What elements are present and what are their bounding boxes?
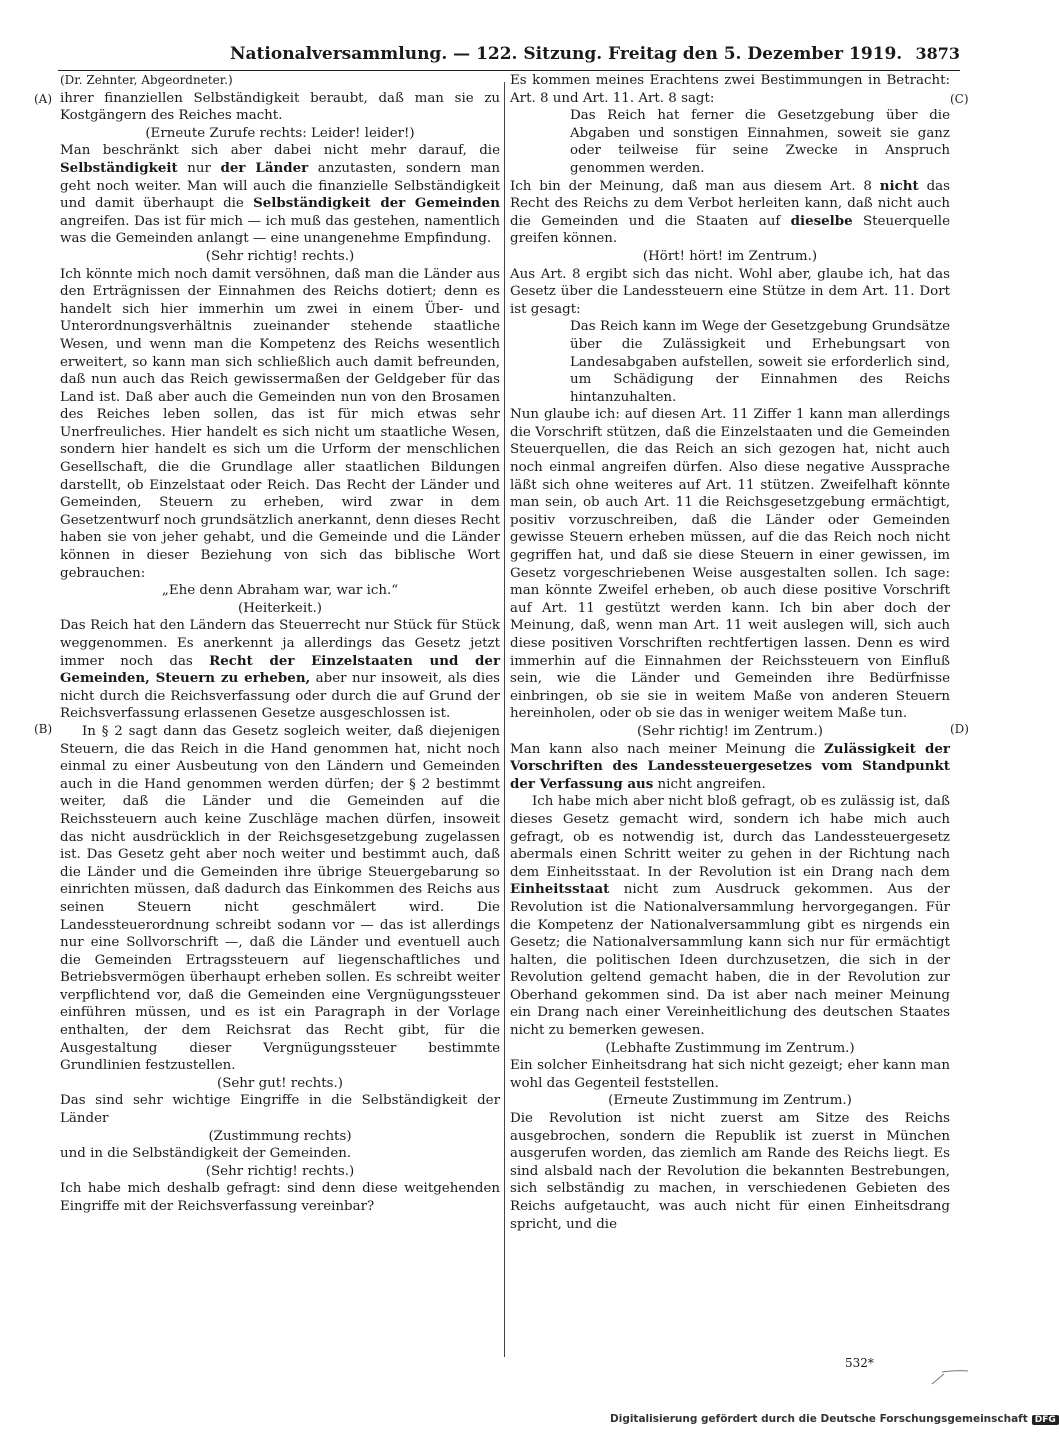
paragraph: und in die Selbständigkeit der Gemeinden.: [60, 1146, 352, 1162]
right-column: [510, 72, 950, 1233]
running-title: Nationalversammlung. — 122. Sitzung. Freitag den 5. Dezember 1919.: [230, 44, 903, 64]
paragraph: Das Reich hat den Ländern das Steuerrecht nur Stück für Stück weggenommen. Es anerkennt ja allerdings das Gesetz jetzt immer noch das Recht der Einzelstaaten und der Gemeinden, Steuern zu erheben, aber nur insoweit, als dies nicht durch die Reichsverfassung oder durch die auf Grund der Reichsverfassung erlassenen Gesetze ausgeschlossen ist.: [60, 618, 500, 722]
paragraph: Man kann also nach meiner Meinung die Zulässigkeit der Vorschriften des Landessteuergesetzes vom Standpunkt der Verfassung aus nicht angreifen.: [510, 740, 950, 792]
interjection: (Sehr richtig! rechts.): [205, 248, 355, 264]
page-header: [40, 44, 960, 68]
interjection: (Erneute Zustimmung im Zentrum.): [608, 1093, 852, 1109]
speaker-note: (Dr. Zehnter, Abgeordneter.): [60, 73, 233, 87]
paragraph: Nun glaube ich: auf diesen Art. 11 Ziffer 1 kann man allerdings die Vorschrift stützen, daß die Einzelstaaten und die Gemeinden Steuerquellen, die das Reich an sich gezogen hat, nicht auch noch einmal angreifen dürfen. Also diese negative Aussprache läßt sich ohne weiteres auf Art. 11 stützen. Zweifelhaft könnte man sein, ob auch Art. 11 die Reichsgesetzgebung ermächtigt, positiv vorzuschreiben, daß die Länder oder Gemeinden gewisse Steuern erheben müssen, auf die das Reich noch nicht gegriffen hat, und daß sie diese Steuern in einer gewissen, im Gesetz vorgeschriebenen Weise ausgestalten sollen. Ich sage: man könnte Zweifel erheben, ob auch diese positive Vorschrift auf Art. 11 gestützt werden kann. Ich bin aber doch der Meinung, daß, wenn man Art. 11 weit auslegen will, sich auch diese positiven Vorschriften rechtfertigen lassen. Denn es wird immerhin auf die Einnahmen der Reichssteuern von Einfluß sein, wie die Länder und Gemeinden ihre Bedürfnisse einbringen, ob sie sie in weitem Maße von anderen Steuern hereinholen, oder ob sie das in weniger weitem Maße tun.: [510, 407, 950, 722]
interjection: (Erneute Zurufe rechts: Leider! leider!): [145, 125, 415, 141]
interjection: (Sehr richtig! im Zentrum.): [637, 723, 823, 739]
paragraph: Aus Art. 8 ergibt sich das nicht. Wohl aber, glaube ich, hat das Gesetz über die Landessteuern eine Stütze in dem Art. 11. Dort ist gesagt:: [510, 266, 950, 317]
paragraph: Man beschränkt sich aber dabei nicht mehr darauf, die Selbständigkeit nur der Länder anzutasten, sondern man geht noch weiter. Man will auch die finanzielle Selbständigkeit und damit überhaupt die Selbständigkeit der Gemeinden angreifen. Das ist für mich — ich muß das gestehen, namentlich was die Gemeinden anlangt — eine unangenehme Empfindung.: [60, 143, 500, 247]
margin-marker-a: (A): [34, 92, 53, 106]
paragraph: Ein solcher Einheitsdrang hat sich nicht gezeigt; eher kann man wohl das Gegenteil feststellen.: [510, 1058, 950, 1091]
margin-marker-d: (D): [950, 722, 969, 736]
quoted-article: Das Reich hat ferner die Gesetzgebung über die Abgaben und sonstigen Einnahmen, soweit sie ganz oder teilweise für seine Zwecke in Anspruch genommen werden.: [570, 108, 950, 176]
paragraph: Das sind sehr wichtige Eingriffe in die Selbständigkeit der Länder: [60, 1093, 500, 1127]
interjection: (Zustimmung rechts): [208, 1128, 352, 1144]
margin-marker-b: (B): [34, 722, 53, 736]
footer-text: Digitalisierung gefördert durch die Deutsche Forschungsgemeinschaft: [610, 1413, 1028, 1425]
paragraph: In § 2 sagt dann das Gesetz sogleich weiter, daß diejenigen Steuern, die das Reich in die Hand genommen hat, nicht noch einmal zu einer Ausbeutung von den Ländern und Gemeinden auch in die Hand genommen werden dürfen; der § 2 bestimmt weiter, daß die Länder und die Gemeinden auf die Reichssteuern auch keine Zuschläge machen dürfen, insoweit das nicht ausdrücklich in der Reichsgesetzgebung zugelassen ist. Das Gesetz geht aber noch weiter und bestimmt auch, daß die Länder und die Gemeinden ihre übrige Steuergebarung so einrichten müssen, daß dadurch das Einkommen des Reichs aus seinen Steuern nicht geschmälert wird. Die Landessteuerordnung schreibt sodann vor — das ist allerdings nur eine Sollvorschrift —, daß die Länder und eventuell auch die Gemeinden Ertragssteuern auf liegenschaftliches und Betriebsvermögen überhaupt erheben sollen. Es schreibt weiter verpflichtend vor, daß die Gemeinden eine Vergnügungssteuer einführen müssen, und es ist ein Paragraph in der Vorlage enthalten, der dem Reichsrat das Recht gibt, für die Ausgestaltung dieser Vergnügungssteuer bestimmte Grundlinien festzustellen.: [60, 723, 500, 1074]
quotation: „Ehe denn Abraham war, war ich.“: [161, 583, 399, 599]
margin-marker-c: (C): [950, 92, 969, 106]
header-rule: [58, 70, 960, 71]
paragraph: Ich habe mich aber nicht bloß gefragt, ob es zulässig ist, daß dieses Gesetz gemacht wird, sondern ich habe mich auch gefragt, ob es notwendig ist, durch das Landessteuergesetz abermals einen Schritt weiter zu gehen in der Richtung nach dem Einheitsstaat. In der Revolution ist ein Drang nach dem Einheitsstaat nicht zum Ausdruck gekommen. Aus der Revolution ist die Nationalversammlung hervorgegangen. Für die Kompetenz der Nationalversammlung gibt es nirgends ein Gesetz; die Nationalversammlung kann sich nur für ermächtigt halten, die politischen Ideen durchzusetzen, die sich in der Revolution geltend gemacht haben, die in der Revolution zur Oberhand gekommen sind. Da ist aber nach meiner Meinung ein Drang nach einer Vereinheitlichung des deutschen Staates nicht zu bemerken gewesen.: [510, 794, 950, 1039]
interjection: (Heiterkeit.): [238, 600, 322, 616]
paragraph: Die Revolution ist nicht zuerst am Sitze des Reichs ausgebrochen, sondern die Republik ist zuerst in München ausgerufen worden, das ziemlich am Rande des Reichs liegt. Es sind alsbald nach der Revolution die bekannten Bestrebungen, sich selbständig zu machen, in verschiedenen Gebieten des Reichs aufgetaucht, was auch nicht für einen Einheitsdrang spricht, und die: [510, 1111, 950, 1232]
footer-credit: [610, 1413, 1059, 1425]
quoted-article: Das Reich kann im Wege der Gesetzgebung Grundsätze über die Zulässigkeit und Erhebungsart von Landesabgaben aufstellen, soweit sie erforderlich sind, um Schädigung der Einnahmen des Reichs hintanzuhalten.: [570, 319, 950, 405]
pencil-mark-icon: [930, 1368, 970, 1386]
interjection: (Sehr gut! rechts.): [216, 1075, 343, 1091]
page-number: 3873: [915, 44, 960, 63]
signature-mark: 532*: [845, 1356, 874, 1370]
interjection: (Lebhafte Zustimmung im Zentrum.): [605, 1040, 855, 1056]
paragraph: Es kommen meines Erachtens zwei Bestimmungen in Betracht: Art. 8 und Art. 11. Art. 8 sagt:: [510, 73, 950, 106]
paragraph: Ich habe mich deshalb gefragt: sind denn diese weitgehenden Eingriffe mit der Reichsverfassung vereinbar?: [60, 1181, 500, 1214]
left-column: [60, 72, 500, 1216]
interjection: (Hört! hört! im Zentrum.): [642, 248, 818, 264]
paragraph: Ich bin der Meinung, daß man aus diesem Art. 8 nicht das Recht des Reichs zu dem Verbot herleiten kann, daß nicht auch die Gemeinden und die Staaten auf dieselbe Steuerquelle greifen können.: [510, 177, 951, 247]
paragraph: Ich könnte mich noch damit versöhnen, daß man die Länder aus den Erträgnissen der Einnahmen des Reichs dotiert; denn es handelt sich hier immerhin um zwei in einem Über- und Unterordnungsverhältnis zueinander stehende staatliche Wesen, und wenn man die Kompetenz des Reichs wesentlich erweitert, so kann man sich schließlich auch damit befreunden, daß nun auch das Reich gewissermaßen der Geldgeber für das Land ist. Daß aber auch die Gemeinden nun von den Brosamen des Reiches leben sollen, das ist für mich etwas sehr Unerfreuliches. Hier handelt es sich nicht um staatliche Wesen, sondern hier handelt es sich um die Urform der menschlichen Gesellschaft, die die Grundlage aller staatlichen Bildungen darstellt, ob Einzelstaat oder Reich. Das Recht der Länder und Gemeinden, Steuern zu erheben, wird zwar in dem Gesetzentwurf noch grundsätzlich anerkannt, denn dieses Recht haben sie von jeher gehabt, und die Gemeinde und die Länder können in dieser Beziehung von sich das biblische Wort gebrauchen:: [60, 266, 500, 581]
interjection: (Sehr richtig! rechts.): [205, 1163, 355, 1179]
paragraph: ihrer finanziellen Selbständigkeit beraubt, daß man sie zu Kostgängern des Reiches macht.: [60, 90, 500, 124]
dfg-logo: DFG: [1032, 1415, 1059, 1425]
column-divider: [504, 82, 505, 1357]
